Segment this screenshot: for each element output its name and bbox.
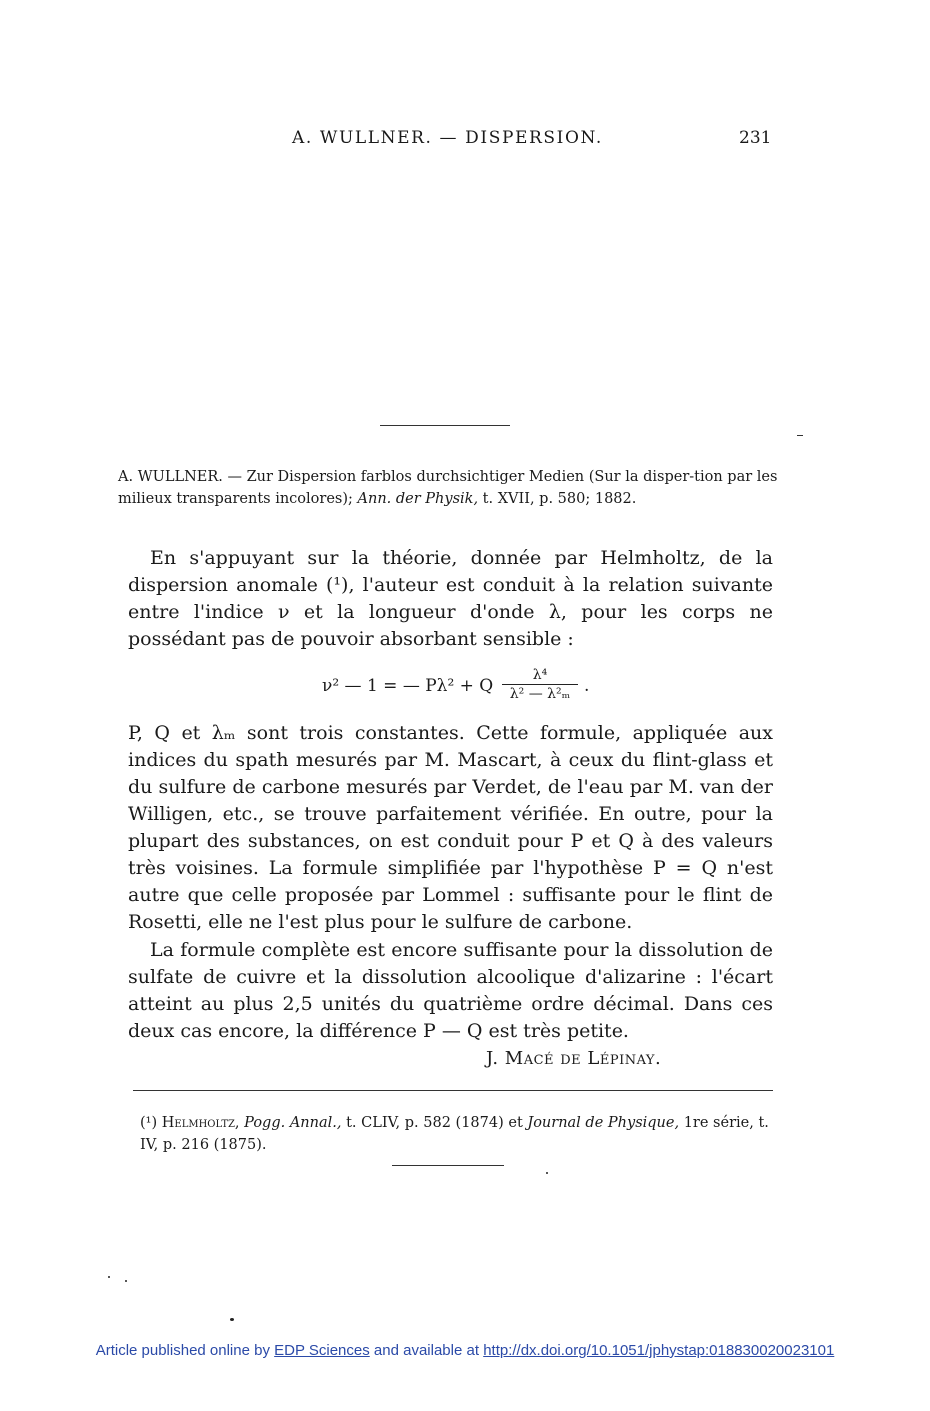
footnote-marker: (¹): [140, 1115, 158, 1131]
paragraph-3: [128, 937, 773, 1045]
scan-speck: [230, 1318, 234, 1321]
running-title: A. WULLNER. — DISPERSION.: [292, 128, 603, 148]
paragraph-1-text: En s'appuyant sur la théorie, donnée par Helmholtz, de la dispersion anomale (¹), l'auteur est conduit à la relation suivante entre l'indice ν et la longueur d'onde λ, pour les corps ne possédant pas de pouvoir absorbant sensible :: [128, 547, 773, 650]
paragraph-2: [128, 720, 773, 936]
formula-fraction: [502, 666, 578, 703]
footnote-journal-1: Pogg. Annal.,: [244, 1115, 342, 1131]
paragraph-2-text: P, Q et λₘ sont trois constantes. Cette formule, appliquée aux indices du spath mesurés par M. Mascart, à ceux du flint-glass et du sulfure de carbone mesurés par Verdet, de l'eau par M. van der Willigen, etc., se trouve parfaitement vérifiée. En outre, pour la plupart des substances, on est conduit pour P et Q à des valeurs très voisines. La formule simplifiée par l'hypothèse P = Q n'est autre que celle proposée par Lommel : suffisante pour le flint de Rosetti, elle ne l'est plus pour le sulfure de carbone.: [128, 722, 773, 933]
formula-lhs: ν² — 1 = — Pλ² + Q: [322, 676, 494, 696]
end-rule: [392, 1165, 504, 1166]
dispersion-formula: [322, 666, 602, 706]
paragraph-3-text: La formule complète est encore suffisante pour la dissolution de sulfate de cuivre et la dissolution alcoolique d'alizarine : l'écart atteint au plus 2,5 unités du quatrième ordre décimal. Dans ces deux cas encore, la différence P — Q est très petite.: [128, 939, 773, 1042]
reference-author: A. WULLNER.: [118, 469, 223, 485]
reference-title: — Zur Dispersion farblos durchsichtiger Medien (Sur la disper-tion par les milieux transparents incolores);: [118, 469, 778, 507]
footnote-author: Helmholtz,: [161, 1115, 240, 1131]
bibliographic-reference: [118, 466, 778, 510]
formula-end: .: [584, 676, 590, 696]
footnote: [140, 1112, 780, 1156]
footer-prefix: Article published online by: [95, 1342, 270, 1359]
reference-details: t. XVII, p. 580; 1882.: [482, 491, 637, 507]
scan-speck: [125, 1280, 127, 1282]
publisher-footer: [0, 1342, 930, 1359]
footnote-details-2: 1re série, t. IV, p. 216 (1875).: [140, 1115, 769, 1153]
doi-link[interactable]: http://dx.doi.org/10.1051/jphystap:018830020023101: [483, 1342, 835, 1359]
signature: J. Macé de Lépinay.: [486, 1048, 662, 1069]
page-number: 231: [739, 128, 772, 148]
reference-journal: Ann. der Physik,: [357, 491, 479, 507]
publisher-link[interactable]: EDP Sciences: [274, 1342, 370, 1359]
margin-mark: [797, 435, 803, 436]
footnote-details-1: t. CLIV, p. 582 (1874) et: [346, 1115, 523, 1131]
footer-middle: and available at: [373, 1342, 480, 1359]
scan-speck: [108, 1276, 110, 1278]
footnote-journal-2: Journal de Physique,: [527, 1115, 680, 1131]
paragraph-1: [128, 545, 773, 653]
scan-speck: [546, 1172, 548, 1174]
section-separator: [380, 425, 510, 426]
formula-denominator: λ² — λ²ₘ: [509, 686, 571, 702]
formula-numerator: λ⁴: [502, 666, 578, 685]
footnote-separator: [133, 1090, 773, 1091]
